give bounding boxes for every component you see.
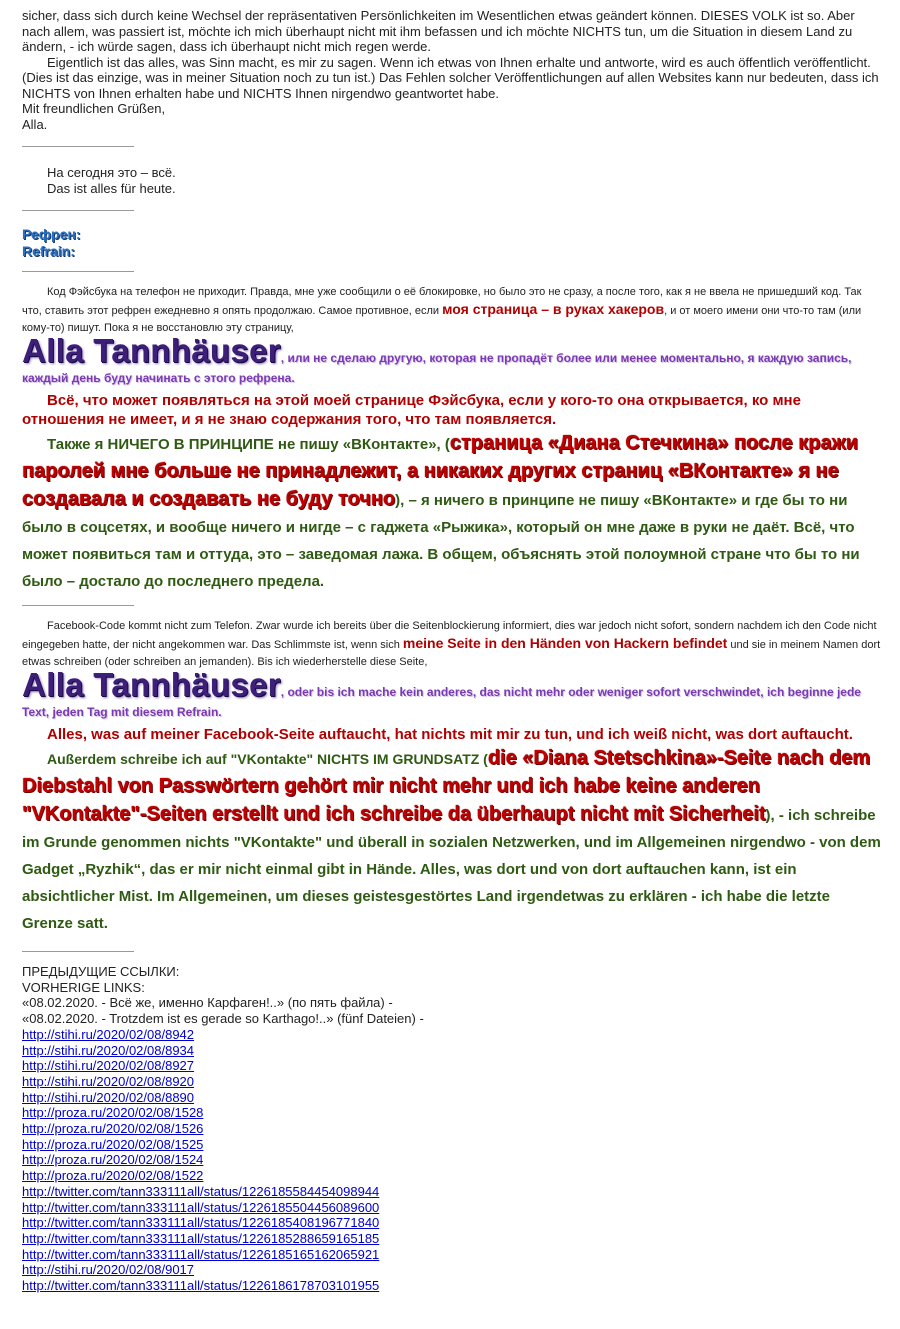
author-name: Alla Tannhäuser bbox=[22, 332, 281, 369]
divider bbox=[22, 605, 134, 606]
de-red-big: die «Diana Stetschkina»-Seite nach dem Diebstahl von Passwörtern gehört mir nicht mehr und ich habe keine anderen "VKontakte"-Seiten erstellt und ich schreibe da überhaupt nicht mit Sicherheit bbox=[22, 747, 871, 825]
link-item[interactable]: http://twitter.com/tann333111all/status/1226186178703101955 bbox=[22, 1278, 380, 1294]
links-heading-ru: ПРЕДЫДУЩИЕ ССЫЛКИ: bbox=[22, 964, 180, 979]
de-intro-highlight: meine Seite in den Händen von Hackern befindet bbox=[402, 635, 728, 651]
link-item[interactable]: http://stihi.ru/2020/02/08/8942 bbox=[22, 1026, 195, 1042]
divider bbox=[22, 210, 134, 211]
link-item[interactable]: http://twitter.com/tann333111all/status/1226185504456089600 bbox=[22, 1199, 380, 1215]
links-heading-de: VORHERIGE LINKS: bbox=[22, 979, 145, 995]
link-item[interactable]: http://proza.ru/2020/02/08/1525 bbox=[22, 1136, 204, 1152]
de-green-paragraph: Außerdem schreibe ich auf "VKontakte" NICHTS IM GRUNDSATZ (die «Diana Stetschkina»-Seite nach dem Diebstahl von Passwörtern gehört mir nicht mehr und ich habe keine anderen "VKontakte"-Seiten erstellt und ich schreibe da überhaupt nicht mit Sicherheit), - ich schreibe im Grunde genommen nichts "VKontakte" und überall in sozialen Netzwerken, und im Allgemeinen nirgendwo - von dem Gadget „Ryzhik“, das er mir nicht einmal gibt in Hände. Alles, was dort und von dort auftauchen kann, ist ein absichtlicher Mist. Im Allgemeinen, um dieses geistesgestörtes Land irgendetwas zu erklären - ich habe die letzte Grenze satt. bbox=[22, 747, 881, 932]
ru-green-paragraph: Также я НИЧЕГО В ПРИНЦИПЕ не пишу «ВКонтакте», (страница «Диана Стечкина» после кражи паролей мне больше не принадлежит, а никаких других страниц «ВКонтакте» я не создавала и создавать не буду точно), – я ничего в принципе не пишу «ВКонтакте» и где бы то ни было в соцсетях, и вообще ничего и нигде – с гаджета «Рыжика», который он мне даже в руки не даёт. Всё, что может появиться там и оттуда, это – заведомая лажа. В общем, объяснять этой полоумной стране что бы то ни было – достало до последнего предела. bbox=[22, 432, 860, 590]
link-item[interactable]: http://proza.ru/2020/02/08/1528 bbox=[22, 1105, 204, 1121]
ru-intro: Код Фэйсбука на телефон не приходит. Правда, мне уже сообщили о её блокировке, но было это не сразу, а после того, как я не ввела не пришедший код. Так что, ставить этот рефрен ежедневно я опять продолжаю. Самое противное, если моя страница – в руках хакеров, и от моего имени они что-то там (или кому-то) пишут. Пока я не восстановлю эту страницу, bbox=[22, 286, 862, 334]
divider bbox=[22, 271, 134, 272]
previous-links bbox=[22, 964, 882, 1294]
refrain-section-de bbox=[22, 618, 882, 937]
refrain-de: Refrain: bbox=[22, 243, 75, 259]
link-item[interactable]: http://twitter.com/tann333111all/status/1226185584454098944 bbox=[22, 1183, 380, 1199]
link-item[interactable]: http://proza.ru/2020/02/08/1524 bbox=[22, 1152, 204, 1168]
link-item[interactable]: http://twitter.com/tann333111all/status/1226185408196771840 bbox=[22, 1215, 380, 1231]
ru-intro-highlight: моя страница – в руках хакеров bbox=[442, 301, 665, 317]
de-intro: Facebook-Code kommt nicht zum Telefon. Zwar wurde ich bereits über die Seitenblockierung informiert, dies war jedoch nicht sofort, sondern nachdem ich den Code nicht eingegeben hatte, der nicht angekommen war. Das Schlimmste ist, wenn sich meine Seite in den Händen von Hackern befindet und sie in meinem Namen dort etwas schreiben (oder schreiben an jemanden). Bis ich wiederherstelle diese Seite, bbox=[22, 620, 881, 668]
refrain-section-ru bbox=[22, 284, 882, 595]
link-item[interactable]: http://proza.ru/2020/02/08/1522 bbox=[22, 1168, 204, 1184]
closing-ru: На сегодня это – всё. bbox=[47, 165, 176, 180]
link-item[interactable]: http://stihi.ru/2020/02/08/8927 bbox=[22, 1058, 195, 1074]
closing-de: Das ist alles für heute. bbox=[47, 180, 176, 196]
refrain-heading bbox=[22, 226, 882, 260]
link-item[interactable]: http://twitter.com/tann333111all/status/1226185165162065921 bbox=[22, 1246, 380, 1262]
ru-purple-text: , или не сделаю другую, которая не пропадёт более или менее моментально, я каждую запись, каждый день буду начинать с этого рефрена. bbox=[22, 351, 852, 385]
divider bbox=[22, 951, 134, 952]
refrain-ru: Рефрен: bbox=[22, 226, 81, 242]
links-note-de: «08.02.2020. - Trotzdem ist es gerade so Karthago!..» (fünf Dateien) - bbox=[22, 1011, 424, 1027]
link-item[interactable]: http://stihi.ru/2020/02/08/8920 bbox=[22, 1073, 195, 1089]
link-item[interactable]: http://proza.ru/2020/02/08/1526 bbox=[22, 1121, 204, 1137]
de-red-paragraph: Alles, was auf meiner Facebook-Seite auftaucht, hat nichts mit mir zu tun, und ich weiß nicht, was dort auftaucht. bbox=[47, 726, 853, 743]
letter-paragraph-2: Eigentlich ist das alles, was Sinn macht, es mir zu sagen. Wenn ich etwas von Ihnen erhalte und antworte, wird es auch öffentlich veröffentlicht. (Dies ist das einzige, was in meiner Situation noch zu tun ist.) Das Fehlen solcher Veröffentlichungen auf allen Websites kann nur bedeuten, dass ich NICHTS von Ihnen erhalten habe und NICHTS Ihnen nirgendwo geantwortet habe. bbox=[22, 54, 879, 101]
link-item[interactable]: http://twitter.com/tann333111all/status/1226185288659165185 bbox=[22, 1230, 380, 1246]
ru-name-line bbox=[22, 332, 882, 388]
de-name-line bbox=[22, 666, 882, 722]
de-purple-text: , oder bis ich mache kein anderes, das nicht mehr oder weniger sofort verschwindet, ich beginne jede Text, jeden Tag mit diesem Refrain. bbox=[22, 685, 861, 719]
letter-greeting: Mit freundlichen Grüßen, bbox=[22, 101, 166, 116]
letter-paragraph-1: sicher, dass sich durch keine Wechsel der repräsentativen Persönlichkeiten im Wesentlichen etwas geändert können. DIESES VOLK ist so. Aber nach allem, was passiert ist, möchte ich mich überhaupt nicht mit ihm befassen und ich möchte NICHTS tun, um die Situation in diesem Land zu ändern, - ich würde sagen, dass ich überhaupt nicht mich regen werde. bbox=[22, 8, 855, 54]
link-item[interactable]: http://stihi.ru/2020/02/08/9017 bbox=[22, 1262, 195, 1278]
document-page bbox=[22, 8, 882, 1294]
link-list bbox=[22, 1027, 882, 1294]
links-note-ru: «08.02.2020. - Всё же, именно Карфаген!..» (по пять файла) - bbox=[22, 995, 393, 1011]
ru-red-big: страница «Диана Стечкина» после кражи паролей мне больше не принадлежит, а никаких других страниц «ВКонтакте» я не создавала и создавать не буду точно bbox=[22, 432, 859, 510]
link-item[interactable]: http://stihi.ru/2020/02/08/8934 bbox=[22, 1042, 195, 1058]
divider bbox=[22, 146, 134, 147]
link-item[interactable]: http://stihi.ru/2020/02/08/8890 bbox=[22, 1089, 195, 1105]
ru-red-paragraph: Всё, что может появляться на этой моей странице Фэйсбука, если у кого-то она открывается, ко мне отношения не имеет, и я не знаю содержания того, что там появляется. bbox=[22, 392, 801, 428]
author-name: Alla Tannhäuser bbox=[22, 666, 281, 703]
letter-signature: Alla. bbox=[22, 116, 48, 132]
closing-block bbox=[22, 165, 882, 196]
